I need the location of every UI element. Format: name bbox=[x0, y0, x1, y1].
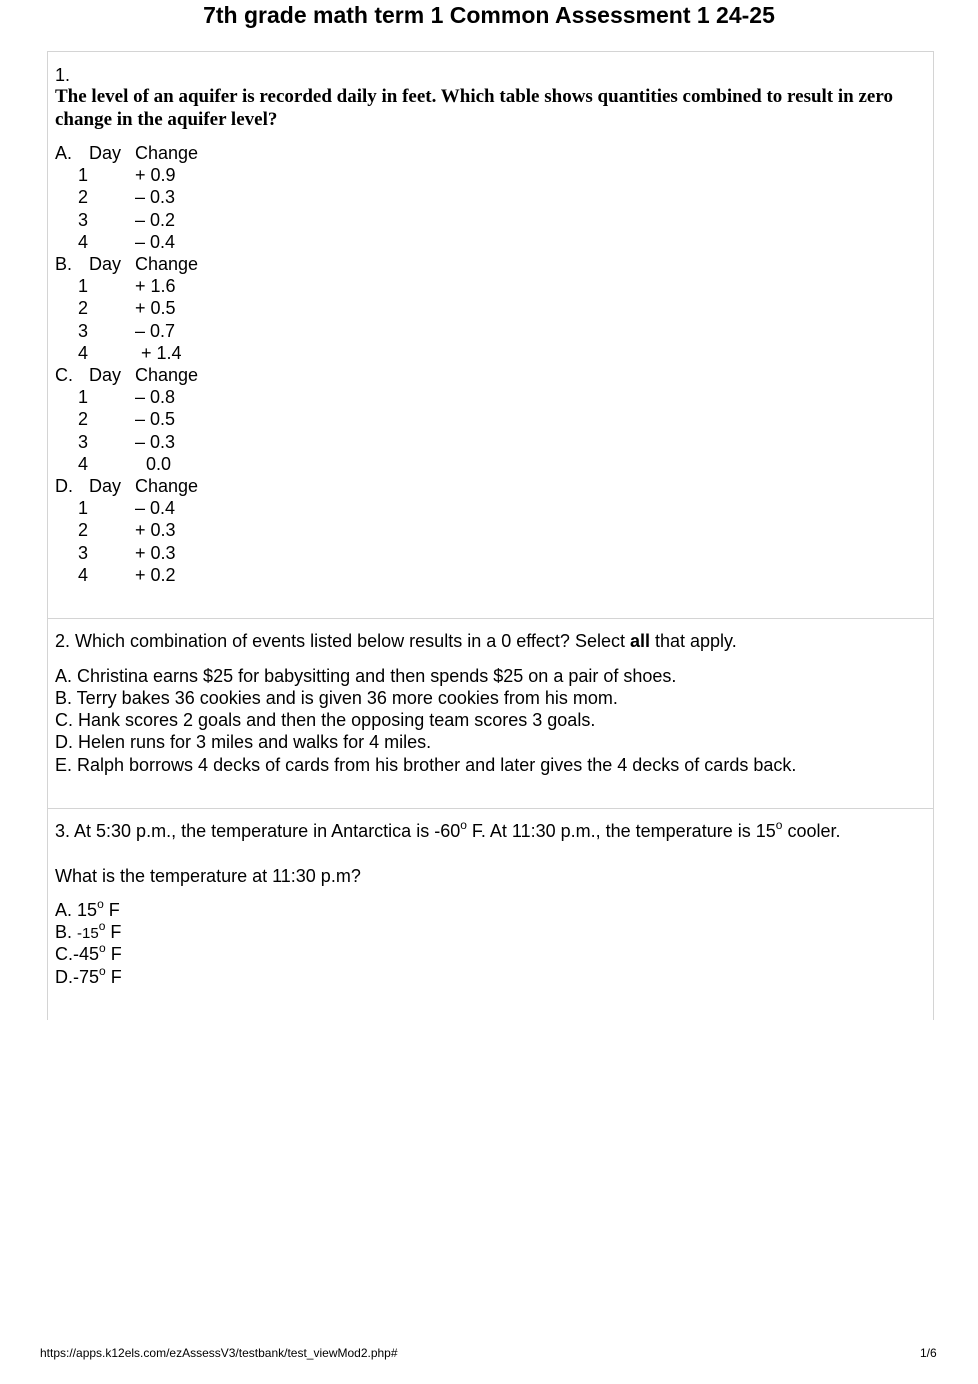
table-cell-day: 1 bbox=[78, 276, 89, 297]
table-cell-change: + 0.3 bbox=[135, 520, 176, 541]
degree-symbol: o bbox=[98, 919, 106, 933]
answer-option-d bbox=[55, 966, 122, 988]
table-cell-change: – 0.2 bbox=[135, 209, 176, 230]
table-cell-day: 3 bbox=[78, 431, 89, 452]
table-header-change: Change bbox=[135, 254, 199, 274]
option-value: -75 bbox=[73, 967, 100, 987]
table-cell-day: 1 bbox=[78, 387, 89, 408]
option-letter: A. bbox=[55, 143, 73, 163]
table-cell-change: + 1.4 bbox=[141, 342, 182, 363]
option-letter: D. bbox=[55, 476, 73, 496]
prompt-text-b: F. At 11:30 p.m., the temperature is 15 bbox=[466, 821, 776, 841]
question-text: What is the temperature at 11:30 p.m? bbox=[55, 866, 361, 886]
option-letter: C. bbox=[55, 944, 73, 964]
degree-symbol: o bbox=[99, 964, 106, 978]
table-cell-day: 1 bbox=[78, 165, 89, 186]
table-cell-day: 3 bbox=[78, 209, 89, 230]
question-sheet bbox=[47, 51, 934, 1020]
answer-option-c bbox=[55, 943, 122, 965]
question-prompt-line-2: change in the aquifer level? bbox=[55, 109, 278, 130]
option-unit: F bbox=[103, 900, 120, 920]
table-cell-change: – 0.4 bbox=[135, 231, 176, 252]
table-header-change: Change bbox=[135, 143, 199, 163]
table-cell-day: 2 bbox=[78, 298, 89, 319]
table-cell-change: – 0.3 bbox=[135, 187, 176, 208]
table-cell-change: + 0.5 bbox=[135, 298, 176, 319]
table-header-change: Change bbox=[135, 476, 199, 496]
page-title: 7th grade math term 1 Common Assessment 1 24-25 bbox=[203, 2, 775, 28]
degree-symbol: o bbox=[460, 818, 467, 832]
question-2 bbox=[48, 619, 933, 809]
option-value: 15 bbox=[77, 900, 98, 920]
table-header-day: Day bbox=[89, 476, 122, 496]
table-cell-day: 4 bbox=[78, 564, 89, 585]
option-value: -15 bbox=[77, 925, 99, 942]
option-unit: F bbox=[105, 944, 122, 964]
question-1 bbox=[48, 52, 933, 619]
table-header-day: Day bbox=[89, 143, 122, 163]
table-cell-day: 1 bbox=[78, 498, 89, 519]
table-cell-day: 3 bbox=[78, 542, 89, 563]
table-cell-change: + 0.9 bbox=[135, 165, 176, 186]
answer-option-b bbox=[55, 921, 121, 945]
table-cell-day: 2 bbox=[78, 520, 89, 541]
table-cell-day: 4 bbox=[78, 231, 89, 252]
option-unit: F bbox=[105, 922, 122, 942]
table-cell-change: – 0.8 bbox=[135, 387, 176, 408]
footer-url: https://apps.k12els.com/ezAssessV3/testbank/test_viewMod2.php# bbox=[40, 1346, 398, 1360]
answer-option-a: A. Christina earns $25 for babysitting and then spends $25 on a pair of shoes. bbox=[55, 666, 677, 686]
degree-symbol: o bbox=[775, 818, 783, 832]
table-cell-change: – 0.4 bbox=[135, 498, 176, 519]
table-cell-day: 2 bbox=[78, 187, 89, 208]
question-prompt bbox=[55, 630, 737, 652]
prompt-text: 2. Which combination of events listed below results in a 0 effect? Select bbox=[55, 631, 630, 651]
question-number: 1. bbox=[55, 65, 71, 85]
question-prompt-line-1: The level of an aquifer is recorded daily in feet. Which table shows quantities combined to result in zero bbox=[55, 86, 893, 107]
option-letter: D. bbox=[55, 967, 73, 987]
option-letter: C. bbox=[55, 365, 73, 385]
table-cell-change: + 0.3 bbox=[135, 542, 176, 563]
table-cell-day: 4 bbox=[78, 453, 89, 474]
table-cell-change: – 0.3 bbox=[135, 431, 176, 452]
question-prompt bbox=[55, 820, 840, 842]
table-cell-change: + 0.2 bbox=[135, 564, 176, 585]
table-cell-change: 0.0 bbox=[146, 453, 172, 474]
option-letter: B. bbox=[55, 254, 73, 274]
footer-page-number: 1/6 bbox=[920, 1346, 937, 1360]
prompt-text-a: 3. At 5:30 p.m., the temperature in Antarctica is -60 bbox=[55, 821, 461, 841]
answer-option-c: C. Hank scores 2 goals and then the opposing team scores 3 goals. bbox=[55, 710, 596, 730]
table-cell-day: 2 bbox=[78, 409, 89, 430]
prompt-text-c: cooler. bbox=[782, 821, 841, 841]
option-letter: A. bbox=[55, 900, 73, 920]
table-header-change: Change bbox=[135, 365, 199, 385]
option-letter: B. bbox=[55, 922, 73, 942]
answer-option-e: E. Ralph borrows 4 decks of cards from his brother and later gives the 4 decks of cards back. bbox=[55, 755, 797, 775]
option-unit: F bbox=[105, 967, 122, 987]
table-cell-change: + 1.6 bbox=[135, 276, 176, 297]
degree-symbol: o bbox=[99, 941, 106, 955]
answer-option-a bbox=[55, 899, 120, 921]
degree-symbol: o bbox=[97, 897, 104, 911]
table-cell-day: 3 bbox=[78, 320, 89, 341]
table-cell-day: 4 bbox=[78, 342, 89, 363]
table-cell-change: – 0.7 bbox=[135, 320, 176, 341]
option-value: -45 bbox=[73, 944, 100, 964]
answer-option-d: D. Helen runs for 3 miles and walks for 4 miles. bbox=[55, 732, 432, 752]
table-cell-change: – 0.5 bbox=[135, 409, 176, 430]
answer-option-b: B. Terry bakes 36 cookies and is given 36 more cookies from his mom. bbox=[55, 688, 618, 708]
table-header-day: Day bbox=[89, 254, 122, 274]
table-header-day: Day bbox=[89, 365, 122, 385]
prompt-emphasis: all bbox=[629, 631, 650, 651]
prompt-text-end: that apply. bbox=[650, 631, 737, 651]
